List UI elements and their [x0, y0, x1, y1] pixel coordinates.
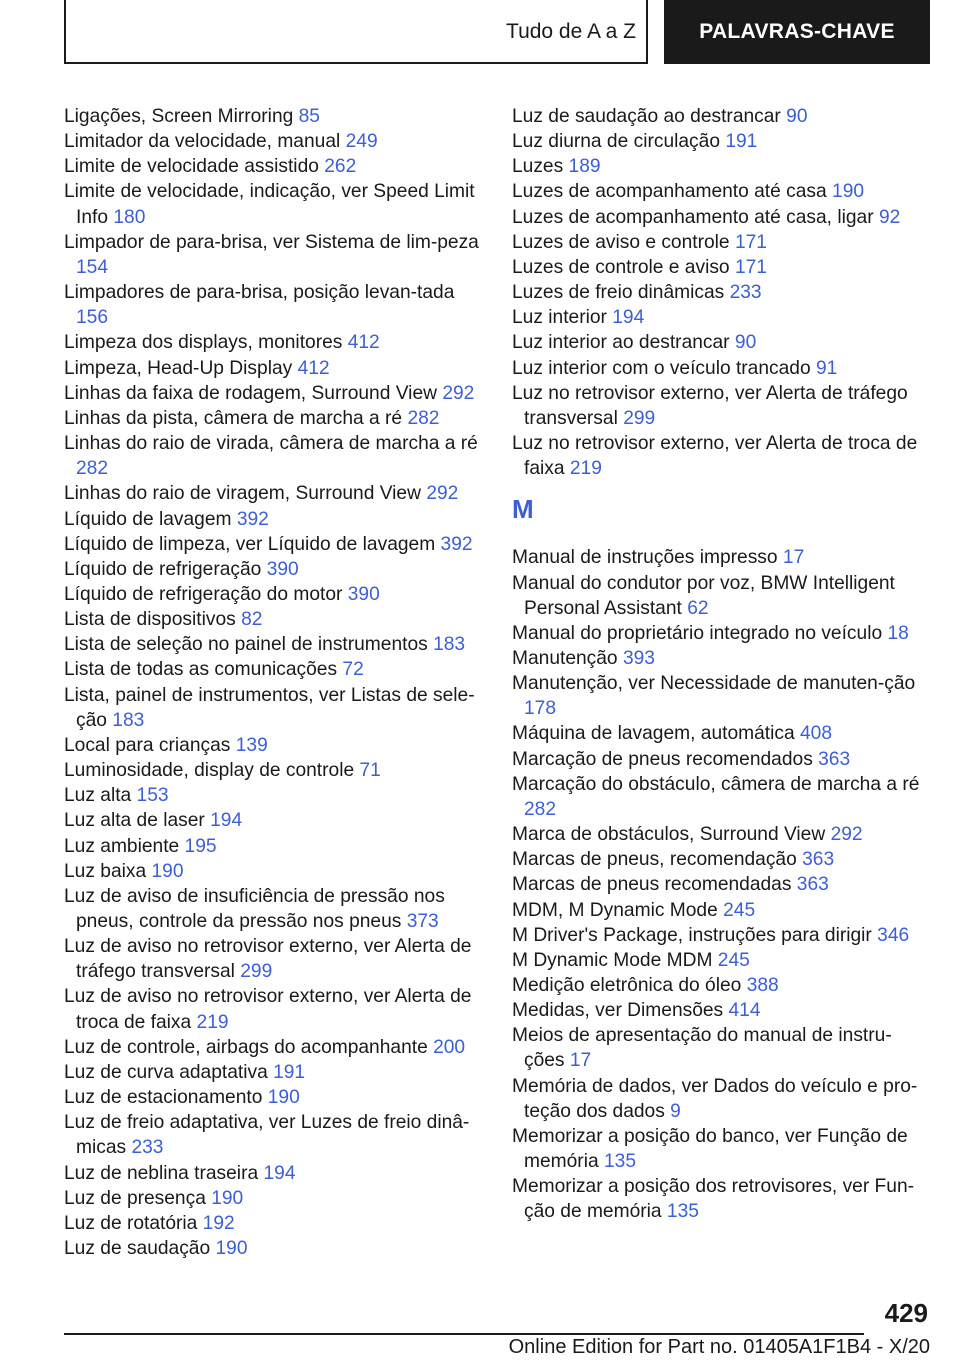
index-page-link[interactable]: 233 — [131, 1137, 164, 1159]
index-page-link[interactable]: 363 — [818, 748, 851, 770]
index-entry-text: Máquina de lavagem, automática — [512, 723, 795, 745]
index-entry-text: Ligações, Screen Mirroring — [64, 106, 294, 127]
index-page-link[interactable]: 363 — [796, 874, 829, 896]
index-entry — [512, 381, 932, 431]
index-entry — [64, 1236, 484, 1261]
index-entry-text: Luz no retrovisor externo, ver Alerta de troca de faixa — [512, 433, 918, 480]
index-entry — [512, 646, 932, 671]
index-entry-text: Luz de neblina traseira — [64, 1162, 259, 1184]
index-entry — [512, 255, 932, 280]
index-entry — [512, 205, 932, 230]
index-entry-text: Luz de rotatória — [64, 1212, 198, 1234]
index-group-l-continued — [512, 104, 932, 481]
index-entry-text: Manual de instruções impresso — [512, 547, 778, 569]
index-entry-text: Luz ambiente — [64, 835, 180, 857]
index-entry-text: Linhas do raio de virada, câmera de marcha a ré — [64, 433, 478, 455]
index-entry-text: Líquido de refrigeração do motor — [64, 583, 343, 605]
index-entry — [512, 431, 932, 481]
index-page-link[interactable]: 292 — [426, 483, 459, 505]
index-page-link[interactable]: 82 — [241, 609, 263, 631]
index-entry-text: Limpeza dos displays, monitores — [64, 332, 343, 354]
index-entry-text: Luz de saudação — [64, 1238, 211, 1260]
index-entry-text: Limitador da velocidade, manual — [64, 131, 341, 153]
index-entry — [64, 1161, 484, 1186]
index-page-link[interactable]: 90 — [786, 106, 808, 127]
index-entry — [64, 557, 484, 582]
index-entry — [64, 507, 484, 532]
index-entry — [512, 1023, 932, 1073]
index-page-link[interactable]: 183 — [433, 634, 466, 656]
index-entry — [512, 330, 932, 355]
index-entry — [64, 834, 484, 859]
index-entry — [512, 179, 932, 204]
index-page-link[interactable]: 373 — [406, 911, 439, 932]
index-entry — [512, 1124, 932, 1174]
index-page-link[interactable]: 346 — [877, 924, 910, 946]
index-entry-text: Luz no retrovisor externo, ver Alerta de tráfego transversal — [512, 382, 908, 429]
index-entry-text: Luz alta — [64, 785, 132, 807]
index-entry — [64, 934, 484, 984]
index-entry-text: M Driver's Package, instruções para dirigir — [512, 924, 872, 946]
index-page-link[interactable]: 171 — [734, 231, 767, 253]
index-page-link[interactable]: 90 — [734, 332, 757, 354]
index-entry — [64, 984, 484, 1034]
index-entry-text: M Dynamic Mode MDM — [512, 949, 713, 971]
index-entry-text: Medidas, ver Dimensões — [512, 1000, 724, 1022]
index-entry — [64, 1110, 484, 1160]
index-page-link[interactable]: 92 — [878, 206, 901, 228]
index-entry-text: Lista de seleção no painel de instrumentos — [64, 634, 428, 656]
index-entry — [64, 406, 484, 431]
index-entry — [64, 230, 484, 280]
index-entry — [64, 280, 484, 330]
index-entry — [512, 973, 932, 998]
index-page-link[interactable]: 412 — [297, 357, 330, 379]
index-page-link[interactable]: 85 — [298, 106, 320, 127]
index-entry — [512, 747, 932, 772]
index-page-link[interactable]: 393 — [622, 647, 655, 669]
index-page-link[interactable]: 190 — [211, 1187, 244, 1209]
index-page-link[interactable]: 190 — [267, 1087, 300, 1109]
index-entry-text: Luz de aviso no retrovisor externo, ver Alerta de tráfego transversal — [64, 936, 472, 983]
index-entry — [64, 1035, 484, 1060]
index-entry-text: Manual do condutor por voz, BMW Intelligent Personal Assistant — [512, 572, 895, 619]
header-section-title: Tudo de A a Z — [506, 20, 636, 43]
index-entry-text: Luz interior ao destrancar — [512, 332, 730, 354]
index-page-link[interactable]: 190 — [151, 860, 184, 882]
index-entry-text: Luz de aviso no retrovisor externo, ver Alerta de troca de faixa — [64, 986, 472, 1033]
index-entry-text: Limite de velocidade assistido — [64, 156, 319, 178]
index-entry — [64, 129, 484, 154]
index-page-link[interactable]: 178 — [524, 698, 557, 720]
index-page-link[interactable]: 390 — [266, 558, 299, 580]
index-page-link[interactable]: 245 — [723, 899, 756, 921]
index-entry-text: MDM, M Dynamic Mode — [512, 899, 718, 921]
index-entry-text: Memória de dados, ver Dados do veículo e pro-teção dos dados — [512, 1075, 918, 1122]
index-entry — [512, 898, 932, 923]
index-page-link[interactable]: 282 — [524, 798, 557, 820]
index-entry-text: Linhas do raio de viragem, Surround View — [64, 483, 421, 505]
index-page-link[interactable]: 154 — [76, 256, 109, 278]
index-page-link[interactable]: 200 — [433, 1036, 466, 1058]
index-entry — [64, 431, 484, 481]
index-page-link[interactable]: 190 — [215, 1238, 248, 1260]
index-page-link[interactable]: 191 — [273, 1061, 306, 1083]
index-entry-text: Limpador de para-brisa, ver Sistema de lim-peza — [64, 231, 479, 253]
index-page-link[interactable]: 62 — [687, 597, 709, 619]
index-entry — [64, 356, 484, 381]
index-entry — [64, 582, 484, 607]
index-entry — [64, 657, 484, 682]
index-entry — [512, 948, 932, 973]
index-entry — [512, 872, 932, 897]
index-page-link[interactable]: 72 — [342, 659, 364, 681]
index-entry — [64, 1060, 484, 1085]
index-page-link[interactable]: 233 — [729, 282, 762, 304]
index-page-link[interactable]: 135 — [666, 1201, 699, 1223]
index-entry-text: Manutenção — [512, 647, 618, 669]
index-page-link[interactable]: 194 — [210, 810, 243, 832]
index-column-right — [512, 104, 932, 1225]
index-entry — [64, 104, 484, 129]
page-header — [64, 0, 930, 64]
index-entry-text: Luzes de freio dinâmicas — [512, 282, 725, 304]
index-entry-text: Líquido de lavagem — [64, 508, 232, 530]
index-entry — [64, 733, 484, 758]
index-page-link[interactable]: 299 — [240, 961, 273, 983]
index-entry-text: Luz de presença — [64, 1187, 206, 1209]
index-entry-text: Memorizar a posição dos retrovisores, ver Fun-ção de memória — [512, 1176, 915, 1223]
index-entry-text: Luz de aviso de insuficiência de pressão nos pneus, controle da pressão nos pneus — [64, 885, 445, 932]
index-entry — [512, 923, 932, 948]
index-entry-text: Luzes de controle e aviso — [512, 256, 730, 278]
index-entry-text: Linhas da faixa de rodagem, Surround View — [64, 382, 437, 404]
index-page-link[interactable]: 183 — [112, 709, 145, 731]
index-entry-text: Luzes de acompanhamento até casa — [512, 181, 827, 203]
index-group-m — [512, 545, 932, 1224]
index-entry — [512, 671, 932, 721]
index-entry-text: Linhas da pista, câmera de marcha a ré — [64, 407, 403, 429]
index-entry — [64, 632, 484, 657]
index-page-link[interactable]: 219 — [196, 1011, 229, 1033]
index-entry — [512, 104, 932, 129]
index-page-link[interactable]: 192 — [202, 1212, 235, 1234]
index-page-link[interactable]: 262 — [324, 156, 357, 178]
index-entry-text: Luz de curva adaptativa — [64, 1061, 268, 1083]
index-page-link[interactable]: 195 — [184, 835, 217, 857]
index-page-link[interactable]: 91 — [815, 357, 838, 379]
index-entry — [512, 305, 932, 330]
index-page-link[interactable]: 71 — [359, 760, 381, 782]
index-page-link[interactable]: 17 — [569, 1050, 592, 1072]
index-entry — [512, 621, 932, 646]
index-entry-text: Luzes de acompanhamento até casa, ligar — [512, 206, 874, 228]
index-entry-text: Memorizar a posição do banco, ver Função de memória — [512, 1125, 908, 1173]
index-entry — [512, 154, 932, 179]
index-entry-text: Luz de controle, airbags do acompanhante — [64, 1036, 428, 1058]
index-page-link[interactable]: 414 — [728, 1000, 761, 1022]
index-page-link[interactable]: 194 — [263, 1162, 296, 1184]
index-entry-text: Líquido de refrigeração — [64, 558, 262, 580]
index-entry-text: Marca de obstáculos, Surround View — [512, 824, 826, 846]
index-entry — [64, 1186, 484, 1211]
index-page-link[interactable]: 156 — [76, 307, 109, 329]
index-page-link[interactable]: 390 — [347, 583, 380, 605]
index-entry-text: Luz de estacionamento — [64, 1087, 263, 1109]
index-entry — [64, 179, 484, 229]
index-page-link[interactable]: 189 — [568, 156, 601, 178]
index-entry-text: Luz de saudação ao destrancar — [512, 106, 781, 127]
index-entry — [64, 532, 484, 557]
index-entry — [64, 1085, 484, 1110]
index-entry — [512, 822, 932, 847]
index-entry-text: Luminosidade, display de controle — [64, 760, 355, 782]
index-entry-text: Marcas de pneus recomendadas — [512, 874, 792, 896]
index-entry — [64, 154, 484, 179]
index-page-link[interactable]: 299 — [623, 407, 656, 429]
index-entry — [64, 1211, 484, 1236]
index-entry — [64, 330, 484, 355]
index-entry — [512, 356, 932, 381]
index-entry-text: Marcas de pneus, recomendação — [512, 849, 797, 871]
index-page-link[interactable]: 292 — [830, 824, 863, 846]
index-column-left — [64, 104, 484, 1261]
index-entry — [64, 758, 484, 783]
index-page-link[interactable]: 282 — [76, 458, 109, 480]
index-page-link[interactable]: 9 — [670, 1100, 681, 1122]
index-entry — [64, 808, 484, 833]
index-entry — [64, 859, 484, 884]
index-entry-text: Luz de freio adaptativa, ver Luzes de freio dinâ-micas — [64, 1112, 470, 1159]
footer-divider — [64, 1333, 864, 1335]
index-page-link[interactable]: 18 — [887, 622, 909, 644]
index-entry-text: Líquido de limpeza, ver Líquido de lavagem — [64, 533, 436, 555]
index-entry — [512, 721, 932, 746]
index-entry — [512, 230, 932, 255]
index-entry-text: Limite de velocidade, indicação, ver Speed Limit Info — [64, 181, 475, 228]
index-entry — [64, 683, 484, 733]
index-page-link[interactable]: 17 — [782, 547, 805, 569]
index-page-link[interactable]: 388 — [746, 975, 779, 996]
index-entry — [64, 481, 484, 506]
index-page-link[interactable]: 392 — [440, 533, 473, 555]
index-entry — [64, 783, 484, 808]
footer-edition-text: Online Edition for Part no. 01405A1F1B4 - X/20 — [508, 1336, 930, 1358]
index-entry-text: Limpadores de para-brisa, posição levan-tada — [64, 282, 455, 304]
index-page-link[interactable]: 191 — [725, 131, 758, 153]
index-page-link[interactable]: 194 — [612, 307, 645, 329]
index-entry — [512, 998, 932, 1023]
index-entry — [512, 1074, 932, 1124]
index-entry-text: Lista de todas as comunicações — [64, 659, 338, 681]
index-entry-text: Luz diurna de circulação — [512, 131, 720, 153]
section-letter-m: M — [512, 494, 534, 525]
index-page-link[interactable]: 245 — [717, 949, 750, 971]
index-entry — [64, 607, 484, 632]
index-page-link[interactable]: 139 — [235, 734, 268, 756]
index-entry — [512, 847, 932, 872]
index-entry — [512, 129, 932, 154]
index-entry — [512, 280, 932, 305]
index-page-link[interactable]: 180 — [113, 206, 146, 228]
index-page-link[interactable]: 408 — [800, 723, 833, 745]
index-entry — [64, 884, 484, 934]
index-entry-text: Luzes de aviso e controle — [512, 231, 730, 253]
index-entry-text: Lista de dispositivos — [64, 609, 236, 631]
index-entry-text: Marcação do obstáculo, câmera de marcha a ré — [512, 773, 920, 795]
index-entry-text: Meios de apresentação do manual de instru-ções — [512, 1025, 892, 1072]
index-entry-text: Luz baixa — [64, 860, 147, 882]
index-entry-text: Luz interior — [512, 307, 607, 329]
index-entry — [512, 545, 932, 570]
index-page-link[interactable]: 392 — [236, 508, 269, 530]
index-page-link[interactable]: 363 — [802, 849, 835, 871]
index-entry-text: Medição eletrônica do óleo — [512, 975, 742, 996]
index-page-link[interactable]: 190 — [832, 181, 865, 203]
index-entry-text: Luz alta de laser — [64, 810, 205, 832]
index-entry-text: Marcação de pneus recomendados — [512, 748, 813, 770]
index-page-link[interactable]: 135 — [603, 1151, 636, 1173]
index-entry-text: Luzes — [512, 156, 564, 178]
index-entry-text: Manual do proprietário integrado no veículo — [512, 622, 883, 644]
index-entry — [512, 772, 932, 822]
index-entry-text: Local para crianças — [64, 734, 231, 756]
index-entry-text: Manutenção, ver Necessidade de manuten-ção — [512, 673, 916, 695]
index-page-link[interactable]: 292 — [442, 382, 475, 404]
index-entry-text: Limpeza, Head-Up Display — [64, 357, 293, 379]
page-number: 429 — [884, 1298, 928, 1328]
index-page-link[interactable]: 171 — [734, 256, 767, 278]
index-page-link[interactable]: 282 — [407, 407, 440, 429]
index-entry — [64, 381, 484, 406]
index-page-link[interactable]: 249 — [345, 131, 378, 153]
index-entry — [512, 571, 932, 621]
header-tab-keywords[interactable]: PALAVRAS-CHAVE — [664, 0, 930, 64]
index-page-link[interactable]: 412 — [347, 332, 380, 354]
index-page-link[interactable]: 219 — [569, 458, 602, 480]
index-entry — [512, 1174, 932, 1224]
index-entry-text: Luz interior com o veículo trancado — [512, 357, 811, 379]
index-page-link[interactable]: 153 — [136, 785, 169, 807]
index-entry-text: Lista, painel de instrumentos, ver Listas de sele-ção — [64, 684, 475, 731]
